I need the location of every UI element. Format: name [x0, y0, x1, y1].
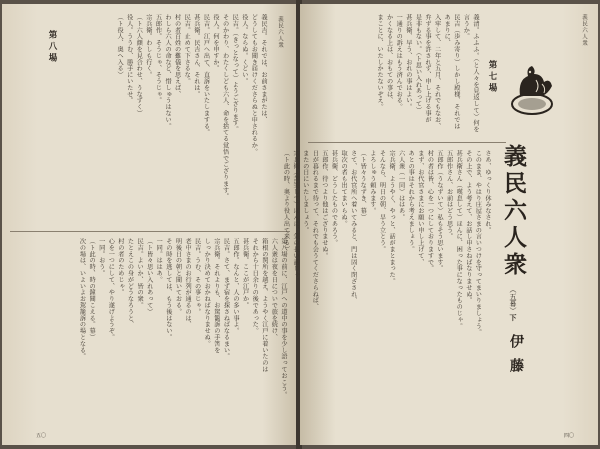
right_page-lower_block-line: 五郎作（うなずいて）私もそう思います。 [436, 150, 444, 272]
left_page-top_block-line: 民吉。（きっとなって）ようござります。 [231, 14, 239, 133]
right_page-lower_block-line: 宗兵衛（苦笑して）ほんに、気の長い話じゃ。 [292, 150, 300, 285]
right-top-text [320, 14, 480, 134]
left_page-lower_block-line: 次の場は、いよいよお駕籠訴の場となる。 [78, 238, 86, 360]
right_page-lower_block-line: 甚兵衛、どうしたものであろう。 [330, 150, 338, 246]
left_page-top_block-line: （ト役人、奥へ入る） [116, 14, 124, 78]
right_page-lower_block-line: 甚兵衛さん（嘆息して）ほんに、困った事になったものじゃ。 [455, 150, 463, 330]
left-bottom-text [12, 238, 288, 432]
left_page-lower_block-line: （ト此の時、時の鐘聞こえる。幕） [88, 238, 96, 341]
right_page-lower_block-line: そんなら、明日の朝、早う立とう。 [378, 150, 386, 253]
left_page-lower_block-line: 甚兵衛。ここが江戸か。 [241, 238, 249, 309]
running-head-left: 義民六人衆 [277, 16, 283, 49]
right_page-top_block-line: まことに、いたしかたないぞえ。 [376, 14, 384, 110]
left_page-lower_block-line: 民吉。うむ、その事じゃ。 [193, 238, 201, 315]
right_page-top_block-line: 民吉（歩み寄り）しかし殿様、それではあまりに、 [443, 14, 460, 130]
right_page-top_block-line: 是非もない。（ト思い入れあって） [414, 14, 422, 114]
left_page-top_block-line: 民吉。止めて下さるな。 [183, 14, 191, 85]
left_page-lower_block-line: 心を一つにして、やり遂げようぞ。 [107, 238, 115, 341]
author: 伊藤 [508, 334, 524, 382]
left_page-top_block-line: 村の者百姓の難儀を思えば、 [173, 14, 181, 98]
title: 義民六人衆 [500, 144, 527, 279]
left_page-lower_block-line: 五郎作。なんと、人の多い事よ。 [232, 238, 240, 334]
right_page-lower_block-line: あとの事はそれから考えましょう。 [407, 150, 415, 253]
left_page-lower_block-line: 老中さまのお行列が通るのは、 [184, 238, 192, 328]
left_page-lower_block-line: 明後日の朝と聞いておる。 [174, 238, 182, 315]
left_page-top_block-line: わしら六人の命など、惜しゅうはない。 [164, 14, 172, 130]
left_page-lower_block-line: その時を逃しては、もう後はない。 [164, 238, 172, 341]
right_page-lower_block-line: その上で、よう考えて、お話し申さねばなりませぬ。 [464, 150, 472, 304]
right_page-lower_block-line: よろしゅう頼みます。 [368, 150, 376, 214]
left_page-top_block-line: 五郎作。そうじゃ、そうじゃ。 [154, 14, 162, 104]
subtitle: （五幕） [509, 286, 517, 314]
right_page-lower_block-line: 六人衆（一同）ははあ。 [397, 150, 405, 221]
right_page-top_block-line: 入牢して、二年と五月、それでもなお、 [433, 14, 441, 130]
left_page-top_block-line: 宗兵衛。わしも行く。 [144, 14, 152, 78]
right_page-lower_block-line: さあ、ゆっくり休みなされ。 [484, 150, 491, 234]
rooster-emblem-icon [506, 60, 558, 116]
running-head-right: 義民六人衆 [581, 14, 587, 47]
scene-heading-seventh: 第七場 [487, 60, 497, 95]
part-label: 下 [509, 314, 518, 321]
page-number-left: 五〇 [36, 433, 47, 439]
column-divider [10, 231, 290, 232]
right_page-lower_block-line: 五郎作、待つより他はござりませぬ。 [320, 150, 328, 259]
left_page-top_block-line: 甚兵衛。民吉さん、それは。 [192, 14, 200, 98]
left_page-lower_block-line: たとえこの身がどうなろうと、 [126, 238, 134, 328]
right_page-top_block-line: 義清。ふふふ。（と人々を見返して）何を言うか。 [462, 14, 479, 133]
scene-heading-eighth: 第八場 [47, 30, 57, 65]
left_page-lower_block-line: （ト皆々思い入れあって） [145, 238, 153, 315]
right_page-lower_block-line: まず、お代官さまにお願い申し上げて、 [416, 150, 424, 266]
left_page-lower_block-line: しっかり決めておかねばなりませぬ。 [203, 238, 211, 347]
right_page-top_block-line: 甚兵衛、早う、おれの事はよい。 [404, 14, 412, 110]
right_page-lower_block-line: 宗兵衛、ようやく、やっと、話がまとまった。 [388, 150, 396, 285]
left_page-top_block-line: 民吉。江戸へ出て、直訴をいたしまする。 [202, 14, 210, 136]
left_page-lower_block-line: 六人衆は夜を日についで旅を続け、 [270, 238, 278, 341]
left_page-top_block-line: どうしてもお聞き届けくださらぬと申されるか。 [250, 14, 258, 155]
page-number-right: 四〇 [564, 433, 575, 439]
right_page-lower_block-line: （ト皆々うなずき、幕） [359, 150, 367, 221]
left_page-lower_block-line: 一同。ははあ。 [155, 238, 163, 283]
left_page-lower_block-line: 箱根の関所を越え、ようやく江戸に着いたのは [260, 238, 268, 373]
left_page-top_block-line: 役人。何を申すか。 [212, 14, 220, 72]
left_page-lower_block-line: 宗兵衛。それよりも、お駕籠訴の手筈を [212, 238, 220, 354]
right_page-lower_block-line: このまま、やはり庄屋さまの言いつけを守ってまいりましょう。 [474, 150, 482, 336]
column-divider-right [308, 142, 506, 143]
left-page [2, 4, 298, 445]
left_page-lower_block-line: 民吉。よいか、皆の衆。 [136, 238, 144, 309]
left_page-top_block-line: そのかわり、わたくしども六人、命を捨てる覚悟でござります。 [221, 14, 229, 200]
left_page-top_block-line: 義民吉。それでは、お前さまがたは、 [260, 14, 267, 123]
right_page-lower_block-line: 日が暮れるまで待って、それでも会うてくださらねば、 [311, 150, 319, 310]
left_page-lower_block-line: それから十日余りの後であった。 [251, 238, 259, 334]
left_page-lower_block-line: 民吉。さて、まず宿を探さねばなるまい。 [222, 238, 230, 360]
left_page-lower_block-line: 村の者のためじゃ。 [116, 238, 124, 296]
right_page-lower_block-line: 取次の者も出てまいらぬ。 [340, 150, 348, 227]
left_page-top_block-line: 役人。ううむ、勝手にいたせ。 [125, 14, 133, 104]
right_page-top_block-line: かくなる上は、おもての事は、 [385, 14, 393, 104]
right_page-lower_block-line: 村の者は皆、心を一つにしておりますで。 [426, 150, 434, 272]
left_page-lower_block-line: 一同。おう。 [97, 238, 105, 277]
right_page-top_block-line: 弁ずる事を許されず、申し上げる事が [424, 14, 432, 123]
left_page-lower_block-line: 第八場の前に、江戸への道中の事を少し語っておこう。 [280, 238, 287, 398]
right_page-lower_block-line: （ト此の時、奥より役人出て来る） [282, 150, 290, 253]
left-top-text [12, 14, 268, 226]
left_page-top_block-line: （ト六人顔を見合わせ、うなずく） [135, 14, 143, 117]
left_page-top_block-line: 役人。ならぬ。くどい。 [240, 14, 248, 85]
right_page-lower_block-line: またの日にいたしましょう。 [301, 150, 309, 234]
right_page-lower_block-line: 五郎作さん、お前はどう思う。 [445, 150, 453, 240]
right_page-lower_block-line: さて、お代官所へ着いてみると、門は固く閉ざされ、 [349, 150, 357, 304]
right_page-top_block-line: 一通りの訴えはもう済んでおる。 [395, 14, 403, 110]
